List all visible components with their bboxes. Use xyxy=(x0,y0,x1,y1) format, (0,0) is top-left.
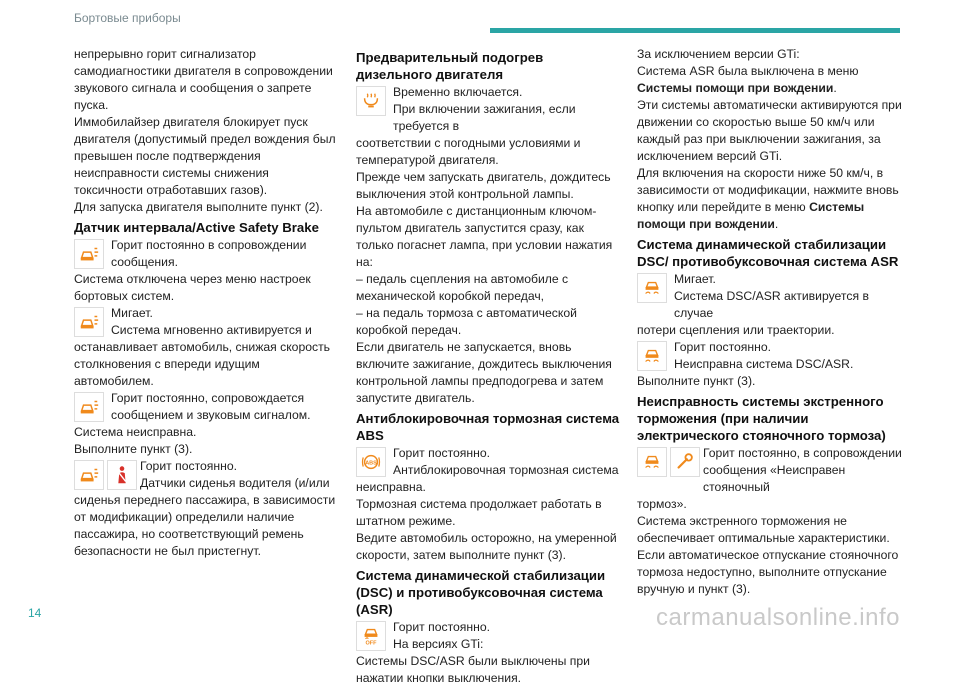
section-heading-abs: Антиблокировочная тормозная система ABS xyxy=(356,411,620,443)
wrench-icon xyxy=(670,447,700,477)
indicator-row xyxy=(74,305,336,339)
indicator-text xyxy=(393,619,622,653)
paragraph: Система экстренного торможения не обеспечивает оптимальные характеристики. xyxy=(637,514,890,545)
paragraph: потери сцепления или траектории. xyxy=(637,323,835,337)
skid-car-off-icon xyxy=(356,621,386,651)
paragraph: непрерывно горит сигнализатор самодиагностики двигателя в сопровождении звукового сигнала и сообщения о запрете пуска. xyxy=(74,47,333,112)
indicator-row xyxy=(356,445,622,479)
paragraph xyxy=(637,63,903,97)
text-run: Система ASR была выключена в меню xyxy=(637,64,859,78)
collision-alert-icon xyxy=(74,239,104,269)
skid-car-icon xyxy=(637,273,667,303)
paragraph: Если автоматическое отпускание стояночного тормоза недоступно, выполните отпускание вручную и пункт (3). xyxy=(637,548,899,596)
paragraph: Система отключена через меню настроек бортовых систем. xyxy=(74,272,311,303)
indicator-row xyxy=(356,84,622,135)
text-run: . xyxy=(833,81,837,95)
indicator-text xyxy=(393,445,622,479)
indicator-row xyxy=(74,390,336,424)
indicator-desc: Неисправна система DSC/ASR. xyxy=(674,357,854,371)
paragraph: Для запуска двигателя выполните пункт (2). xyxy=(74,200,323,214)
indicator-text xyxy=(393,84,622,135)
text-run: Для включения на скорости ниже 50 км/ч, в зависимости от модификации, нажмите вновь кнопку или перейдите в меню xyxy=(637,166,899,214)
indicator-desc: Система мгновенно активируется и xyxy=(111,323,312,337)
indicator-desc: На версиях GTi: xyxy=(393,637,484,651)
paragraph: тормоз». xyxy=(637,497,687,511)
section-heading-dsc-asr: Система динамической стабилизации DSC/ противобуксовочная система ASR xyxy=(637,237,899,269)
abs-icon xyxy=(356,447,386,477)
paragraph: Тормозная система продолжает работать в штатном режиме. xyxy=(356,497,602,528)
paragraph: Ведите автомобиль осторожно, на умеренной скорости, затем выполните пункт (3). xyxy=(356,531,617,562)
indicator-state: Временно включается. xyxy=(393,85,523,99)
collision-alert-icon xyxy=(74,460,104,490)
indicator-state: Мигает. xyxy=(674,272,716,286)
indicator-desc: Система DSC/ASR активируется в случае xyxy=(674,289,869,320)
paragraph: Иммобилайзер двигателя блокирует пуск двигателя (допустимый предел вождения был превышен после подтверждения неисправности системы снижения токсичности отработавших газов). xyxy=(74,115,336,197)
watermark: carmanualsonline.info xyxy=(656,604,900,631)
abs-icon-label: ABS xyxy=(365,460,377,467)
skid-car-icon xyxy=(637,447,667,477)
paragraph: На автомобиле с дистанционным ключом-пультом двигатель запустится сразу, как только погаснет лампа, при условии нажатия на: xyxy=(356,204,613,269)
indicator-text: Горит постоянно в сопровождении сообщения. xyxy=(111,238,307,269)
paragraph: сиденья переднего пассажира, в зависимости от модификации) определили наличие пассажира, но соответствующий ремень безопасности не был пристегнут. xyxy=(74,493,336,558)
menu-name: Системы помощи при вождении xyxy=(637,81,834,95)
off-icon-label: OFF xyxy=(365,640,377,647)
indicator-row xyxy=(637,271,903,322)
column-1 xyxy=(74,46,336,560)
paragraph: неисправна. xyxy=(356,480,426,494)
paragraph: останавливает автомобиль, снижая скорость столкновения с впереди идущим автомобилем. xyxy=(74,340,331,388)
skid-car-icon xyxy=(637,341,667,371)
paragraph: Выполните пункт (3). xyxy=(74,442,193,456)
indicator-row xyxy=(74,237,336,271)
indicator-text xyxy=(111,305,336,339)
indicator-text: Горит постоянно, сопровождается сообщением и звуковым сигналом. xyxy=(111,391,311,422)
indicator-desc: При включении зажигания, если требуется в xyxy=(393,102,576,133)
indicator-text xyxy=(674,271,903,322)
indicator-desc: Антиблокировочная тормозная система xyxy=(393,463,619,477)
collision-alert-icon xyxy=(74,392,104,422)
menu-name: Системы помощи при вождении xyxy=(637,200,865,231)
indicator-text xyxy=(674,339,903,373)
paragraph: Эти системы автоматически активируются при движении со скоростью выше 50 км/ч или каждый раз при выключении зажигания, за исключением версий GTi. xyxy=(637,98,902,163)
paragraph: Выполните пункт (3). xyxy=(637,374,756,388)
indicator-row xyxy=(637,445,903,496)
collision-alert-icon xyxy=(74,307,104,337)
seatbelt-icon xyxy=(107,460,137,490)
indicator-text xyxy=(140,458,336,492)
indicator-row xyxy=(637,339,903,373)
section-heading-preheat: Предварительный подогрев дизельного двигателя xyxy=(356,50,544,82)
indicator-state: Горит постоянно. xyxy=(140,459,238,473)
paragraph: Прежде чем запускать двигатель, дождитесь выключения этой контрольной лампы. xyxy=(356,170,611,201)
page-number: 14 xyxy=(28,606,42,620)
indicator-text: Горит постоянно, в сопровождении сообщения «Неисправен стояночный xyxy=(703,446,902,494)
section-heading-dsc: Система динамической стабилизации (DSC) и противобуксовочная система (ASR) xyxy=(356,568,606,617)
section-heading-emergency-brake: Неисправность системы экстренного торможения (при наличии электрического стояночного тормоза) xyxy=(637,394,886,443)
text-run: . xyxy=(774,217,779,231)
paragraph: За исключением версии GTi: xyxy=(637,47,800,61)
indicator-state: Горит постоянно. xyxy=(674,340,772,354)
indicator-desc: Датчики сиденья водителя (и/или xyxy=(140,476,330,490)
indicator-state: Мигает. xyxy=(111,306,153,320)
icon-pair xyxy=(637,445,703,477)
column-2 xyxy=(356,46,622,687)
list-item: – на педаль тормоза с автоматической коробкой передач. xyxy=(356,306,577,337)
paragraph: Если двигатель не запускается, вновь включите зажигание, дождитесь выключения контрольной лампы предподогрева и затем запустите двигатель. xyxy=(356,340,612,405)
section-heading-brake: Датчик интервала/Active Safety Brake xyxy=(74,220,319,235)
glow-plug-icon xyxy=(356,86,386,116)
header-accent-bar xyxy=(490,28,900,33)
paragraph: Системы DSC/ASR были выключены при нажатии кнопки выключения. xyxy=(356,654,590,685)
header-title: Бортовые приборы xyxy=(74,11,181,25)
indicator-row xyxy=(74,458,336,492)
indicator-state: Горит постоянно. xyxy=(393,446,491,460)
icon-pair xyxy=(74,458,140,490)
indicator-state: Горит постоянно. xyxy=(393,620,491,634)
indicator-row xyxy=(356,619,622,653)
paragraph: Система неисправна. xyxy=(74,425,197,439)
paragraph xyxy=(637,165,903,233)
paragraph: соответствии с погодными условиями и температурой двигателя. xyxy=(356,136,581,167)
list-item: – педаль сцепления на автомобиле с механической коробкой передач, xyxy=(356,272,569,303)
column-3 xyxy=(637,46,903,598)
